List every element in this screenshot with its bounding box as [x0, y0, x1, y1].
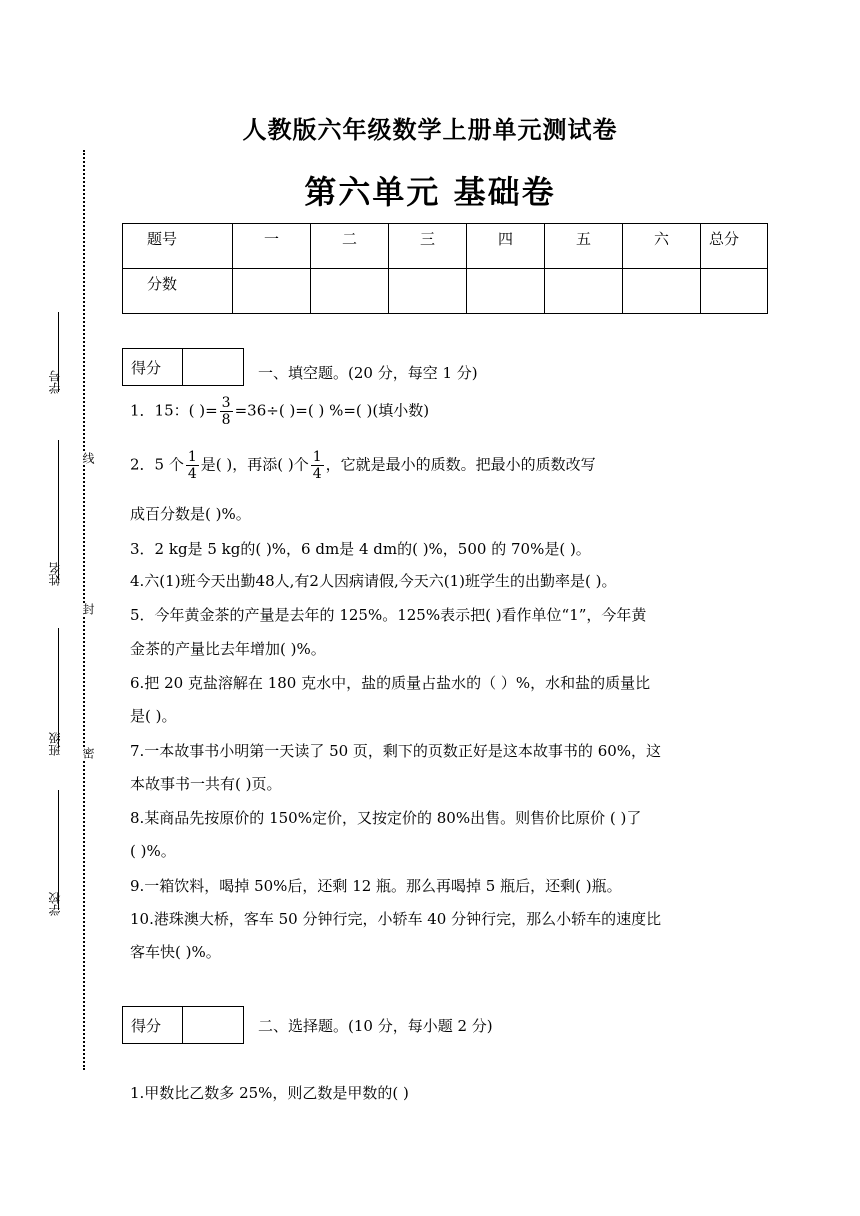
section2-score-box	[122, 1006, 244, 1044]
question-4: 4.六(1)班今天出勤48人,有2人因病请假,今天六(1)班学生的出勤率是( )。	[130, 572, 617, 590]
question-2-line2: 成百分数是( )%。	[130, 505, 251, 523]
section1-score-box	[122, 348, 244, 386]
score-table-cell: 六	[623, 224, 701, 269]
fraction-denominator: 8	[221, 412, 231, 428]
question-text: 2．5 个	[130, 455, 184, 474]
question-5-line2: 金茶的产量比去年增加( )%。	[130, 640, 326, 658]
side-label-school: 学校	[48, 892, 62, 916]
fraction	[311, 449, 324, 482]
score-table-cell: 分数	[123, 269, 233, 314]
score-box-input[interactable]	[183, 1007, 243, 1043]
score-table-cell: 一	[233, 224, 311, 269]
question-7-line1: 7.一本故事书小明第一天读了 50 页，剩下的页数正好是这本故事书的 60%，这	[130, 742, 662, 760]
name-field[interactable]	[58, 440, 59, 580]
section1-heading: 一、填空题。(20 分，每空 1 分)	[258, 364, 478, 382]
score-table-cell: 五	[545, 224, 623, 269]
side-label-class: 班级	[48, 732, 62, 756]
score-table-cell: 题号	[123, 224, 233, 269]
seal-char-line: 线	[81, 452, 95, 464]
score-table-cell: 四	[467, 224, 545, 269]
score-box-input[interactable]	[183, 349, 243, 385]
section2-heading: 二、选择题。(10 分，每小题 2 分)	[258, 1017, 493, 1035]
exam-title: 人教版六年级数学上册单元测试卷	[242, 115, 618, 144]
question-7-line2: 本故事书一共有( )页。	[130, 775, 282, 793]
question-2	[130, 449, 596, 482]
question-text: 是( )，再添( )个	[200, 455, 309, 474]
student-no-field[interactable]	[58, 312, 59, 392]
fraction-numerator: 3	[221, 395, 231, 411]
choice-question-1: 1.甲数比乙数多 25%，则乙数是甲数的( )	[130, 1084, 409, 1102]
seal-char-secret: 密	[81, 747, 95, 759]
question-text: 1．15：( )=	[130, 401, 218, 420]
seal-char-seal: 封	[81, 603, 95, 615]
question-10-line1: 10.港珠澳大桥，客车 50 分钟行完，小轿车 40 分钟行完，那么小轿车的速度比	[130, 910, 662, 928]
score-box-label: 得分	[123, 349, 183, 385]
question-8-line2: ( )%。	[130, 842, 176, 860]
fraction	[220, 395, 233, 428]
side-label-student-no: 学号	[48, 370, 62, 394]
score-input-cell[interactable]	[701, 269, 768, 314]
score-table-cell: 二	[311, 224, 389, 269]
score-input-cell[interactable]	[233, 269, 311, 314]
score-box-label: 得分	[123, 1007, 183, 1043]
fraction-denominator: 4	[312, 466, 322, 482]
score-input-cell[interactable]	[467, 269, 545, 314]
score-input-cell[interactable]	[389, 269, 467, 314]
fraction-denominator: 4	[187, 466, 197, 482]
score-table-cell: 三	[389, 224, 467, 269]
question-text: =36÷( )=( ) %=( )(填小数)	[234, 401, 430, 420]
question-8-line1: 8.某商品先按原价的 150%定价，又按定价的 80%出售。则售价比原价 ( )了	[130, 809, 642, 827]
fraction-numerator: 1	[312, 449, 322, 465]
question-3: 3．2 kg是 5 kg的( )%，6 dm是 4 dm的( )%，500 的 70%是( )。	[130, 540, 591, 558]
side-label-name: 姓名	[48, 562, 62, 586]
score-table-cell: 总分	[701, 224, 768, 269]
question-6-line1: 6.把 20 克盐溶解在 180 克水中，盐的质量占盐水的（ ）%，水和盐的质量比	[130, 674, 651, 692]
score-input-cell[interactable]	[311, 269, 389, 314]
question-10-line2: 客车快( )%。	[130, 943, 221, 961]
score-table	[122, 223, 768, 314]
question-9: 9.一箱饮料，喝掉 50%后，还剩 12 瓶。那么再喝掉 5 瓶后，还剩( )瓶。	[130, 877, 622, 895]
question-5-line1: 5．今年黄金茶的产量是去年的 125%。125%表示把( )看作单位“1”，今年黄	[130, 606, 647, 624]
fraction-numerator: 1	[187, 449, 197, 465]
score-input-cell[interactable]	[623, 269, 701, 314]
school-field[interactable]	[58, 790, 59, 910]
score-table-header-row	[123, 224, 768, 269]
score-table-score-row	[123, 269, 768, 314]
fraction	[186, 449, 199, 482]
class-field[interactable]	[58, 628, 59, 748]
question-1	[130, 395, 429, 428]
question-6-line2: 是( )。	[130, 707, 177, 725]
score-input-cell[interactable]	[545, 269, 623, 314]
question-text: ，它就是最小的质数。把最小的质数改写	[325, 455, 596, 474]
exam-subtitle: 第六单元 基础卷	[304, 173, 556, 211]
